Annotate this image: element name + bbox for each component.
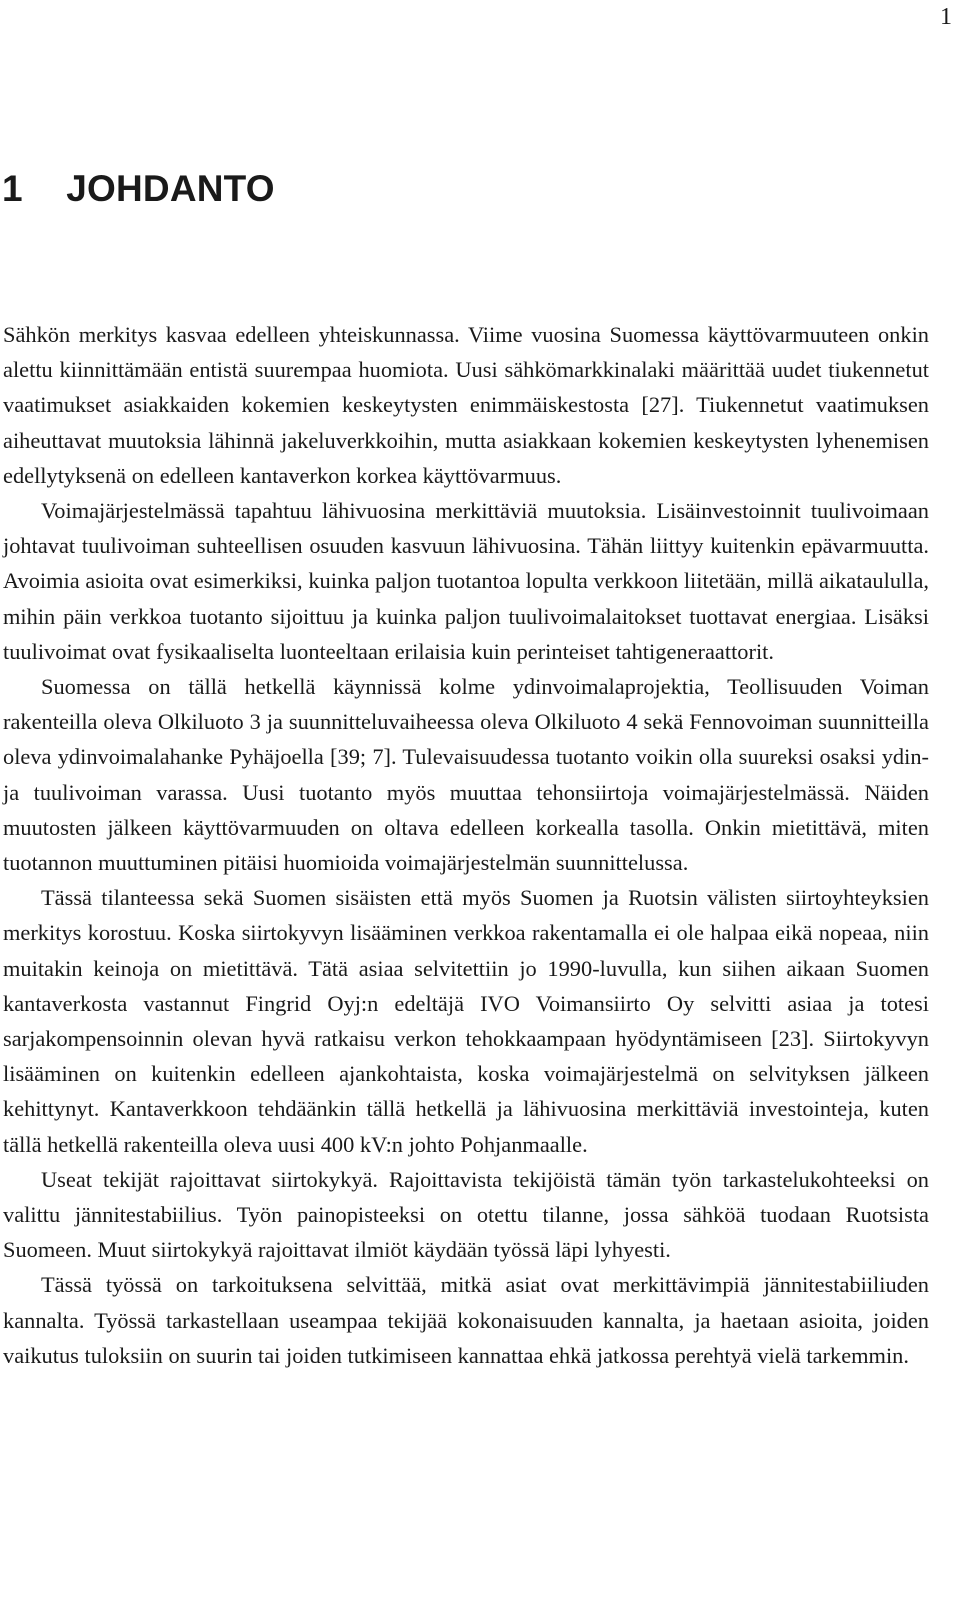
paragraph: Voimajärjestelmässä tapahtuu lähivuosina merkittäviä muutoksia. Lisäinvestoinnit tuulivoimaan johtavat tuulivoiman suhteellisen osuuden kasvuun lähivuosina. Tähän liittyy kuitenkin epävarmuutta. Avoimia asioita ovat esimerkiksi, kuinka paljon tuotantoa lopulta verkkoon liitetään, millä aikataululla, mihin päin verkkoa tuotanto sijoittuu ja kuinka paljon tuulivoimalaitokset tuottavat energiaa. Lisäksi tuulivoimat ovat fysikaaliselta luonteeltaan erilaisia kuin perinteiset tahtigeneraattorit. — [3, 498, 929, 664]
paragraph: Useat tekijät rajoittavat siirtokykyä. Rajoittavista tekijöistä tämän työn tarkastelukohteeksi on valittu jännitestabiilius. Työn painopisteeksi on otettu tilanne, jossa sähköä tuodaan Ruotsista Suomeen. Muut siirtokykyä rajoittavat ilmiöt käydään työssä läpi lyhyesti. — [3, 1166, 929, 1263]
paragraph: Suomessa on tällä hetkellä käynnissä kolme ydinvoimalaprojektia, Teollisuuden Voiman rakenteilla oleva Olkiluoto 3 ja suunnitteluvaiheessa oleva Olkiluoto 4 sekä Fennovoiman suunnitteilla oleva ydinvoimalahanke Pyhäjoella [39; 7]. Tulevaisuudessa tuotanto voikin olla suureksi osaksi ydin- ja tuulivoiman varassa. Uusi tuotanto myös muuttaa tehonsiirtoja voimajärjestelmässä. Näiden muutosten jälkeen käyttövarmuuden on oltava edelleen korkealla tasolla. Onkin mietittävä, miten tuotannon muuttuminen pitäisi huomioida voimajärjestelmän suunnittelussa. — [3, 674, 929, 876]
chapter-heading — [2, 168, 275, 210]
paragraph: Tässä tilanteessa sekä Suomen sisäisten että myös Suomen ja Ruotsin välisten siirtoyhteyksien merkitys korostuu. Koska siirtokyvyn lisääminen verkkoa rakentamalla ei ole halpaa eikä nopeaa, niin muitakin keinoja on mietittävä. Tätä asiaa selvitettiin jo 1990-luvulla, kun siihen aikaan Suomen kantaverkosta vastannut Fingrid Oyj:n edeltäjä IVO Voimansiirto Oy selvitti asiaa ja totesi sarjakompensoinnin olevan hyvä ratkaisu verkon tehokkaampaan hyödyntämiseen [23]. Siirtokyvyn lisääminen on kuitenkin edelleen ajankohtaista, koska voimajärjestelmä on selvityksen jälkeen kehittynyt. Kantaverkkoon tehdäänkin tällä hetkellä ja lähivuosina merkittäviä investointeja, kuten tällä hetkellä rakenteilla oleva uusi 400 kV:n johto Pohjanmaalle. — [3, 885, 929, 1157]
paragraph: Sähkön merkitys kasvaa edelleen yhteiskunnassa. Viime vuosina Suomessa käyttövarmuuteen onkin alettu kiinnittämään entistä suurempaa huomiota. Uusi sähkömarkkinalaki määrittää uudet tiukennetut vaatimukset asiakkaiden kokemien keskeytysten enimmäiskestosta [27]. Tiukennetut vaatimuksen aiheuttavat muutoksia lähinnä jakeluverkkoihin, mutta asiakkaan kokemien keskeytysten lyhenemisen edellytyksenä on edelleen kantaverkon korkea käyttövarmuus. — [3, 322, 929, 488]
chapter-number: 1 — [2, 168, 23, 209]
paragraph: Tässä työssä on tarkoituksena selvittää, mitkä asiat ovat merkittävimpiä jännitestabiiliuden kannalta. Työssä tarkastellaan useampaa tekijää kokonaisuuden kannalta, ja haetaan asioita, joiden vaikutus tuloksiin on suurin tai joiden tutkimiseen kannattaa ehkä jatkossa perehtyä vielä tarkemmin. — [3, 1272, 929, 1368]
body-text — [3, 317, 929, 1373]
chapter-title: JOHDANTO — [66, 168, 275, 209]
page-number: 1 — [940, 4, 952, 30]
